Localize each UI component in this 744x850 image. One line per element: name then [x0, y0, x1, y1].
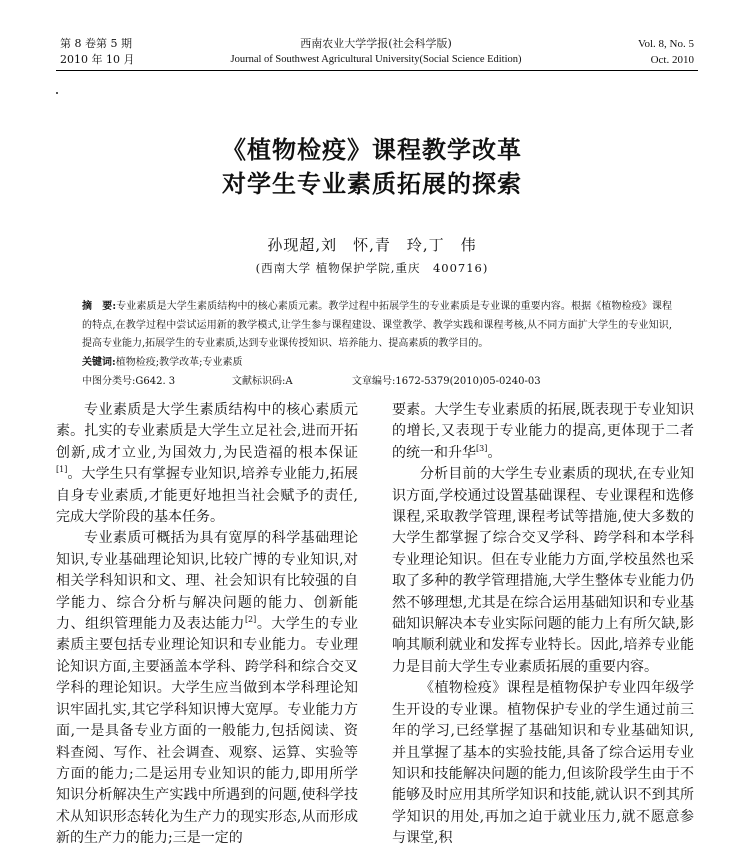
header-left — [60, 36, 134, 68]
article-number: 文章编号:1672-5379(2010)05-0240-03 — [352, 376, 541, 387]
journal-name-en: Journal of Southwest Agricultural University(Social Science Edition) — [230, 54, 522, 65]
body-column-right — [392, 400, 694, 850]
journal-name-cn: 西南农业大学学报(社会科学版) — [300, 37, 452, 50]
paragraph-text: 。 — [487, 444, 502, 461]
affiliation: (西南大学 植物保护学院,重庆 400716) — [255, 261, 489, 275]
header-right — [638, 36, 694, 68]
header-center — [190, 36, 562, 68]
paragraph-text: 专业素质可概括为具有宽厚的科学基础理论知识,专业基础理论知识,比较广博的专业知识,对相关学科知识和文、理、社会知识有比较强的自学能力、综合分析与解决问题的能力、创新能力、组织管理能力及表达能力 — [56, 530, 358, 633]
article-title-line-2: 对学生专业素质拓展的探索 — [222, 169, 522, 198]
document-code: 文献标识码:A — [232, 376, 293, 387]
date-cn: 2010 年 10 月 — [60, 53, 135, 66]
paragraph — [392, 400, 694, 464]
volume-issue-en: Vol. 8, No. 5 — [637, 38, 694, 50]
abstract-body — [82, 298, 672, 354]
authors: 孙现超,刘 怀,青 玲,丁 伟 — [267, 236, 477, 254]
page-speck — [56, 92, 58, 94]
abstract-label: 摘 要: — [82, 301, 117, 312]
body-column-left — [56, 400, 358, 850]
paragraph-text: 。大学生的专业素质主要包括专业理论知识和专业能力。专业理论知识方面,主要涵盖本学科、跨学科和综合交叉学科的理论知识。大学生应当做到本学科理论知识牢固扎实,其它学科知识博大宽厚。专业能力方面,一是具备专业方面的一般能力,包括阅读、资料查阅、写作、社会调查、观察、运算、实验等方面的能力;二是运用专业知识的能力,即用所学知识分析解决生产实践中所遇到的问题,使科学技术从知识形态转化为生产力的现实形态,从而形成新的生产力的能力;三是一定的 — [56, 616, 359, 847]
paragraph-text: 专业素质是大学生素质结构中的核心素质元素。扎实的专业素质是大学生立足社会,进而开拓创新,成才立业,为国效力,为民造福的根本保证 — [56, 402, 358, 461]
citation-ref: [3] — [476, 443, 488, 453]
clc-number: 中图分类号:G642. 3 — [82, 376, 176, 387]
volume-issue-cn: 第 8 卷第 5 期 — [60, 37, 132, 50]
date-en: Oct. 2010 — [650, 54, 694, 66]
abstract-text: 专业素质是大学生素质结构中的核心素质元素。教学过程中拓展学生的专业素质是专业课的重要内容。根据《植物检疫》课程的特点,在教学过程中尝试运用新的教学模式,让学生参与课程建设、课堂教学、教学实践和课程考核,从不同方面扩大学生的专业知识,提高专业能力,拓展学生的专业素质,达到专业课传授知识、培养能力、提高素质的教学目的。 — [82, 301, 673, 349]
keywords — [82, 354, 672, 373]
article-title-line-1: 《植物检疫》课程教学改革 — [222, 135, 522, 164]
keywords-label: 关键词: — [82, 356, 116, 368]
citation-ref: [2] — [244, 615, 257, 625]
paragraph-text: 。大学生只有掌握专业知识,培养专业能力,拓展自身专业素质,才能更好地担当社会赋予的责任,完成大学阶段的基本任务。 — [56, 466, 358, 526]
paragraph — [56, 400, 358, 528]
paragraph-text: 要素。大学生专业素质的拓展,既表现于专业知识的增长,又表现于专业能力的提高,更体现于二者的统一和升华 — [392, 402, 694, 461]
header-rule — [56, 70, 698, 71]
paragraph — [56, 528, 358, 849]
keywords-text: 植物检疫;教学改革;专业素质 — [115, 356, 243, 368]
abstract — [82, 298, 672, 372]
paragraph: 分析目前的大学生专业素质的现状,在专业知识方面,学校通过设置基础课程、专业课程和选修课程,采取教学管理,课程考试等措施,使大多数的大学生都掌握了综合交叉学科、跨学科和本学科专业理论知识。但在专业能力方面,学校虽然也采取了多种的教学管理措施,大学生整体专业能力仍然不够理想,尤其是在综合运用基础知识和专业基础知识解决本专业实际问题的能力上有所欠缺,影响其顺利就业和发挥专业特长。因此,培养专业能力是目前大学生专业素质拓展的重要内容。 — [392, 466, 694, 675]
citation-ref: [1] — [56, 465, 68, 475]
paragraph: 《植物检疫》课程是植物保护专业四年级学生开设的专业课。植物保护专业的学生通过前三年的学习,已经掌握了基础知识和专业基础知识,并且掌握了基本的实验技能,具备了综合运用专业知识和技能解决问题的能力,但该阶段学生由于不能够及时应用其所学知识和技能,就认识不到其所学知识的用处,再加之迫于就业压力,就不愿意参与课堂,积 — [392, 680, 694, 847]
